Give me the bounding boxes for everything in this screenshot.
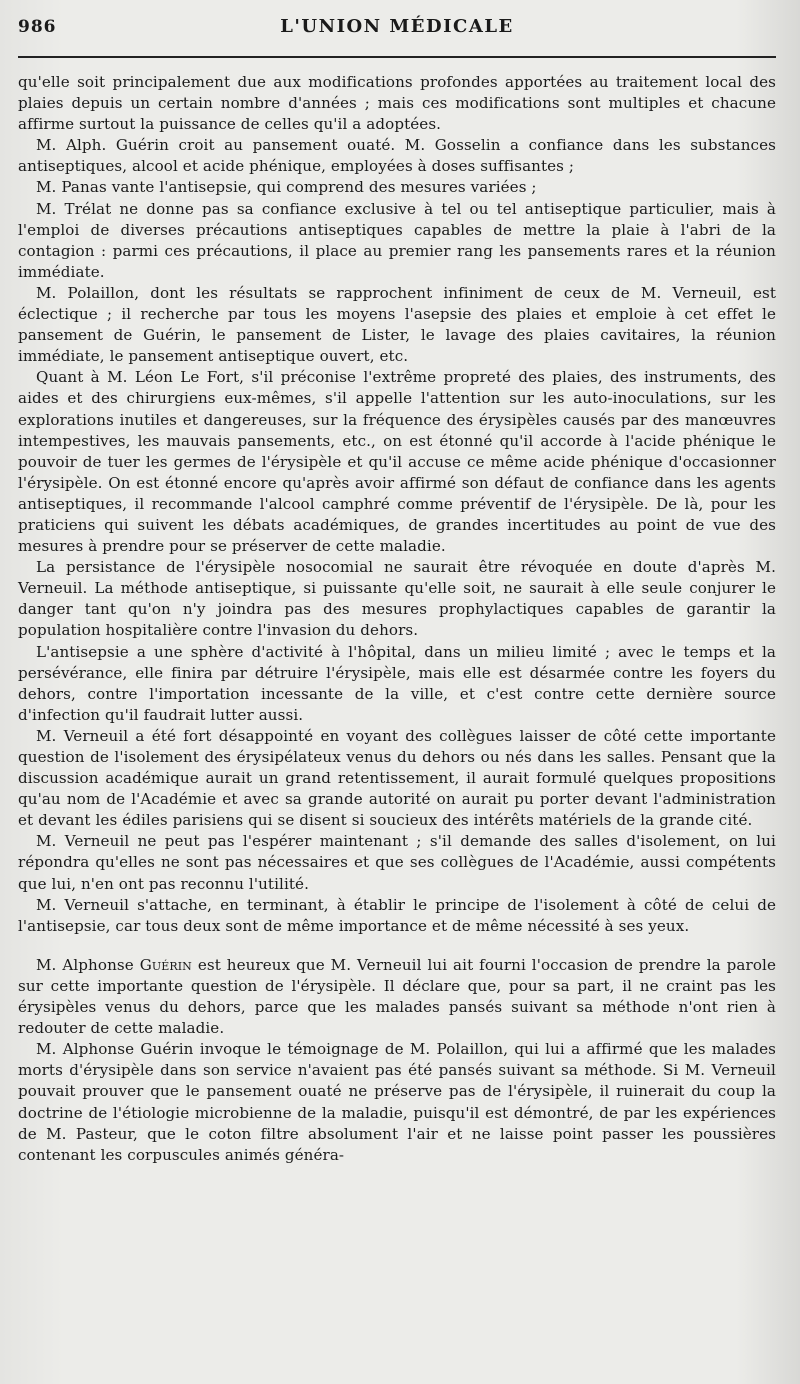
paragraph: M. Alph. Guérin croit au pansement ouaté. M. Gosselin a confiance dans les substances antiseptiques, alcool et acide phénique, employées à doses suffisantes ; [18, 136, 776, 176]
paragraph: qu'elle soit principalement due aux modifications profondes apportées au traitement local des plaies depuis un certain nombre d'années ; mais ces modifications sont multiples et chacune affirme surtout la puissance de celles qu'il a adoptées. [18, 73, 776, 134]
article-body [18, 72, 776, 1166]
speaker-name: Guérin [139, 955, 192, 974]
paragraph: M. Verneuil s'attache, en terminant, à établir le principe de l'isolement à côté de celui de l'antisepsie, car tous deux sont de même importance et de même nécessité à ses yeux. [18, 895, 776, 935]
paragraph: La persistance de l'érysipèle nosocomial ne saurait être révoquée en doute d'après M. Verneuil. La méthode antiseptique, si puissante qu'elle soit, ne saurait à elle seule conjurer le danger tant qu'on n'y joindra pas des mesures prophylactiques capables de garantir la population hospitalière contre l'invasion du dehors. [18, 558, 776, 640]
paragraph: M. Trélat ne donne pas sa confiance exclusive à tel ou tel antiseptique particulier, mais à l'emploi de diverses précautions antiseptiques capables de mettre la plaie à l'abri de la contagion : parmi ces précautions, il place au premier rang les pansements rares et la réunion immédiate. [18, 199, 776, 281]
paragraph: L'antisepsie a une sphère d'activité à l'hôpital, dans un milieu limité ; avec le temps et la persévérance, elle finira par détruire l'érysipèle, mais elle est désarmée contre les foyers du dehors, contre l'importation incessante de la ville, et c'est contre cette dernière source d'infection qu'il faudrait lutter aussi. [18, 642, 776, 724]
paragraph: M. Polaillon, dont les résultats se rapprochent infiniment de ceux de M. Verneuil, est éclectique ; il recherche par tous les moyens l'asepsie des plaies et emploie à cet effet le pansement de Guérin, le pansement de Lister, le lavage des plaies cavitaires, la réunion immédiate, le pansement antiseptique ouvert, etc. [18, 283, 776, 366]
paragraph: M. Verneuil a été fort désappointé en voyant des collègues laisser de côté cette importante question de l'isolement des érysipélateux venus du dehors ou nés dans les salles. Pensant que la discussion académique aurait un grand retentissement, il aurait formulé quelques propositions qu'au nom de l'Académie et avec sa grande autorité on aurait pu porter devant l'administration et devant les édiles parisiens qui se disent si soucieux des intérêts matériels de la grande cité. [18, 726, 776, 830]
paragraph: M. Verneuil ne peut pas l'espérer maintenant ; s'il demande des salles d'isolement, on lui répondra qu'elles ne sont pas nécessaires et que ses collègues de l'Académie, aussi compétents que lui, n'en ont pas reconnu l'utilité. [18, 832, 776, 893]
header-rule [18, 56, 776, 58]
paragraph: Quant à M. Léon Le Fort, s'il préconise l'extrême propreté des plaies, des instruments, des aides et des chirurgiens eux-mêmes, s'il appelle l'attention sur les auto-inoculations, sur les explorations inutiles et dangereuses, sur la fréquence des érysipèles causés par des manœuvres intempestives, les mauvais pansements, etc., on est étonné qu'il accorde à l'acide phénique le pouvoir de tuer les germes de l'érysipèle et qu'il accuse ce même acide phénique d'occasionner l'érysipèle. On est étonné encore qu'après avoir affirmé son défaut de confiance dans les agents antiseptiques, il recommande l'alcool camphré comme préventif de l'érysipèle. De là, pour les praticiens qui suivent les débats académiques, de grandes incertitudes au point de vue des mesures à prendre pour se préserver de cette maladie. [18, 368, 776, 556]
paragraph: M. Alphonse Guérin invoque le témoignage de M. Polaillon, qui lui a affirmé que les malades morts d'érysipèle dans son service n'avaient pas été pansés suivant sa méthode. Si M. Verneuil pouvait prouver que le pansement ouaté ne préserve pas de l'érysipèle, il ruinerait du coup la doctrine de l'étiologie microbienne de la maladie, puisqu'il est démontré, de par les expériences de M. Pasteur, que le coton filtre absolument l'air et ne laisse point passer les poussières contenant les corpuscules animés généra- [18, 1040, 776, 1164]
page-header [18, 16, 776, 50]
speaker-prefix: M. Alphonse [36, 955, 140, 974]
paragraph: M. Panas vante l'antisepsie, qui comprend des mesures variées ; [36, 178, 537, 197]
speaker-paragraph [18, 955, 776, 1039]
speaker-text: est heureux que M. Verneuil lui ait fourni l'occasion de prendre la parole sur cette importante question de l'érysipèle. Il déclare que, pour sa part, il ne craint pas les érysipèles venus du dehors, parce que les malades pansés suivant sa méthode n'ont rien à redouter de cette maladie. [18, 955, 776, 1038]
running-title: L'UNION MÉDICALE [280, 16, 514, 37]
page-number: 986 [18, 17, 57, 37]
